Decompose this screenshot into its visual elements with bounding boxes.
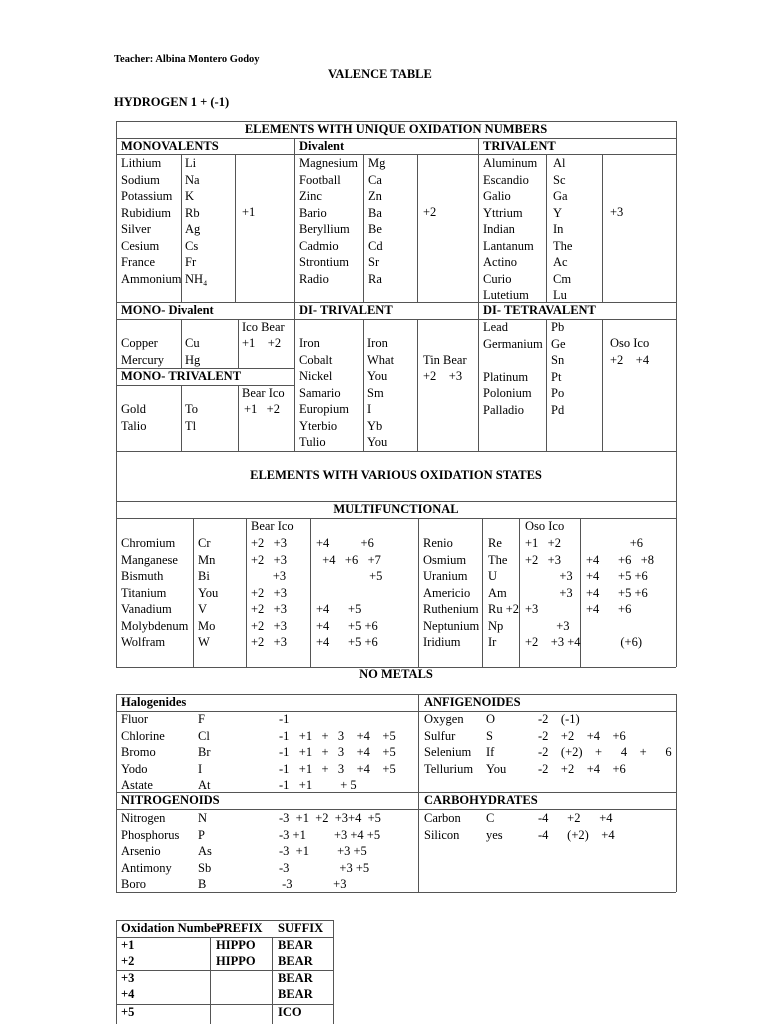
di-element-name: Strontium xyxy=(299,255,350,269)
di-trivalent-symbol: Yb xyxy=(367,418,383,433)
multi-element-values: +2 +3 xyxy=(251,585,287,600)
multi-element-name: Uranium xyxy=(423,569,468,583)
di-tetravalent-name: Palladio xyxy=(483,402,524,417)
multi-element-extra: +4 +5 xyxy=(316,602,362,616)
di-tetravalent-heading: DI- TETRAVALENT xyxy=(483,303,596,317)
multi-element-values: +2 +3 xyxy=(251,618,287,633)
prefix-table-cell: ICO xyxy=(278,1005,302,1019)
di-trivalent-name: Samario xyxy=(299,385,341,400)
multi-element-values: +2 +3 xyxy=(251,552,287,567)
mono-trivalent-symbol: To xyxy=(185,402,199,416)
mono-element-name: Sodium xyxy=(121,172,160,187)
multifunctional-heading: MULTIFUNCTIONAL xyxy=(333,502,459,516)
tri-element-symbol: The xyxy=(553,238,573,253)
multi-element-symbol: The xyxy=(488,552,508,567)
di-tetravalent-symbol: Pd xyxy=(551,402,565,417)
tri-element-name: Lutetium xyxy=(483,288,529,302)
di-element-symbol: Ca xyxy=(368,172,382,187)
di-element-name: Cadmio xyxy=(299,238,339,253)
multi-left-suffix: Bear Ico xyxy=(251,519,294,533)
tri-element-name: Curio xyxy=(483,271,512,286)
prefix-table-cell: BEAR xyxy=(278,938,313,952)
mono-element-name: France xyxy=(121,255,156,269)
prefix-table-header: SUFFIX xyxy=(278,921,324,935)
nonmetal-name: Phosphorus xyxy=(121,827,180,842)
nonmetal-name: Bromo xyxy=(121,745,156,759)
di-element-symbol: Ba xyxy=(368,205,382,220)
monovalents-heading: MONOVALENTS xyxy=(121,139,219,153)
di-trivalent-name: Cobalt xyxy=(299,352,333,367)
nonmetal-symbol: F xyxy=(198,712,205,726)
nonmetal-values: -2 +2 +4 +6 xyxy=(538,761,626,776)
prefix-table-cell: HIPPO xyxy=(216,954,256,968)
multi-element-extra: +4 +6 +7 xyxy=(316,552,381,567)
multi-element-name: Ruthenium xyxy=(423,602,479,616)
document-title: VALENCE TABLE xyxy=(328,67,432,81)
nonmetal-values: -2 (-1) xyxy=(538,712,580,726)
multi-element-name: Bismuth xyxy=(121,569,164,583)
mono-element-symbol: Rb xyxy=(185,205,200,220)
multi-element-values: +1 +2 xyxy=(525,536,561,550)
tri-element-name: Escandio xyxy=(483,172,529,187)
di-tetravalent-name: Lead xyxy=(483,320,508,334)
mono-divalent-symbol: Hg xyxy=(185,352,201,367)
multi-element-extra: +4 +6 +8 xyxy=(586,552,655,567)
tri-element-symbol: Al xyxy=(553,156,566,170)
nonmetal-name: Oxygen xyxy=(424,712,464,726)
di-tetravalent-symbol: Ge xyxy=(551,336,566,351)
mono-element-symbol: Na xyxy=(185,172,200,187)
nitrogenoids-heading: NITROGENOIDS xyxy=(121,793,220,807)
mono-trivalent-heading: MONO- TRIVALENT xyxy=(121,369,242,383)
di-trivalent-name: Iron xyxy=(299,336,320,350)
mono-divalent-name: Copper xyxy=(121,336,158,350)
nonmetal-name: Silicon xyxy=(424,827,460,842)
mono-divalent-suffix: Ico Bear xyxy=(242,320,285,334)
nonmetal-symbol: As xyxy=(198,844,212,858)
nonmetal-values: -1 +1 + 3 +4 +5 xyxy=(279,728,396,743)
multi-element-symbol: Ru +2 xyxy=(488,602,520,616)
nonmetal-name: Yodo xyxy=(121,761,148,776)
di-tetravalent-name: Germanium xyxy=(483,336,543,351)
multi-element-symbol: U xyxy=(488,569,498,583)
nonmetal-name: Arsenio xyxy=(121,844,161,858)
nonmetal-symbol: At xyxy=(198,778,211,792)
nonmetal-name: Fluor xyxy=(121,712,149,726)
tri-element-name: Aluminum xyxy=(483,156,538,170)
multi-element-symbol: Mo xyxy=(198,618,216,633)
di-trivalent-symbol: I xyxy=(367,402,372,416)
nonmetal-values: -1 xyxy=(279,712,290,726)
mono-element-symbol: K xyxy=(185,189,195,203)
di-trivalent-symbol: Iron xyxy=(367,336,388,350)
di-tetravalent-symbol: Po xyxy=(551,386,565,400)
prefix-table-cell: HIPPO xyxy=(216,938,256,952)
multi-element-symbol: Ir xyxy=(488,635,497,649)
nonmetal-values: -1 +1 + 3 +4 +5 xyxy=(279,761,396,776)
multi-element-symbol: W xyxy=(198,635,210,649)
nonmetal-symbol: B xyxy=(198,877,207,891)
nonmetal-symbol: N xyxy=(198,811,208,825)
nonmetal-values: -1 +1 + 3 +4 +5 xyxy=(279,745,396,759)
prefix-table-cell: +2 xyxy=(121,954,135,968)
di-element-name: Zinc xyxy=(299,189,322,203)
mono-trivalent-name: Gold xyxy=(121,402,146,416)
di-tetravalent-name: Platinum xyxy=(483,369,529,384)
tri-element-symbol: Cm xyxy=(553,271,572,286)
tri-element-name: Indian xyxy=(483,222,515,236)
multi-element-values: +3 xyxy=(525,569,573,583)
tri-element-symbol: Ac xyxy=(553,255,568,269)
halogenides-heading: Halogenides xyxy=(121,695,187,709)
di-trivalent-name: Nickel xyxy=(299,369,333,383)
carbohydrates-heading: CARBOHYDRATES xyxy=(424,793,538,807)
divalent-heading: Divalent xyxy=(299,139,345,153)
multi-element-values: +2 +3 +4 xyxy=(525,635,581,649)
multi-right-suffix: Oso Ico xyxy=(525,519,565,533)
multi-element-symbol: Np xyxy=(488,618,504,633)
nonmetal-symbol: I xyxy=(198,761,203,776)
prefix-table-cell: +3 xyxy=(121,971,135,985)
nonmetal-symbol: Sb xyxy=(198,860,212,875)
anfigenoides-heading: ANFIGENOIDES xyxy=(424,695,521,709)
di-element-name: Magnesium xyxy=(299,156,359,170)
di-tetravalent-symbol: Pt xyxy=(551,369,562,384)
multi-element-extra: +4 +5 +6 xyxy=(586,569,648,583)
teacher-line: Teacher: Albina Montero Godoy xyxy=(114,54,260,65)
multi-element-name: Renio xyxy=(423,536,453,550)
nonmetal-symbol: You xyxy=(486,761,507,776)
multi-element-values: +3 xyxy=(251,569,287,583)
tri-element-name: Actino xyxy=(483,255,518,269)
mono-divalent-values: +1 +2 xyxy=(242,336,282,350)
mono-trivalent-symbol: Tl xyxy=(185,418,197,433)
mono-element-symbol: Li xyxy=(185,156,197,170)
di-tetravalent-values: +2 +4 xyxy=(610,353,650,367)
nonmetal-name: Selenium xyxy=(424,745,472,759)
nonmetal-values: -2 (+2) + 4 + 6 xyxy=(538,745,672,759)
unique-table-title: ELEMENTS WITH UNIQUE OXIDATION NUMBERS xyxy=(244,122,548,136)
nonmetal-name: Nitrogen xyxy=(121,811,166,825)
multi-element-extra: +4 +5 +6 xyxy=(586,585,648,600)
nonmetal-symbol: O xyxy=(486,712,496,726)
prefix-table-cell: BEAR xyxy=(278,954,313,968)
tri-element-name: Galio xyxy=(483,189,511,203)
di-element-name: Bario xyxy=(299,205,327,220)
mono-element-name: Potassium xyxy=(121,189,173,203)
prefix-table-cell: +5 xyxy=(121,1005,135,1019)
di-element-symbol: Cd xyxy=(368,238,383,253)
multi-element-name: Osmium xyxy=(423,552,467,567)
di-element-symbol: Be xyxy=(368,222,382,236)
nonmetal-name: Chlorine xyxy=(121,728,165,743)
nonmetal-values: -3 +3 +5 xyxy=(279,860,370,875)
various-table-title: ELEMENTS WITH VARIOUS OXIDATION STATES xyxy=(250,468,542,482)
prefix-table-cell: +4 xyxy=(121,987,135,1001)
nonmetal-symbol: yes xyxy=(486,827,503,842)
mono-divalent-heading: MONO- Divalent xyxy=(121,303,214,317)
mono-trivalent-name: Talio xyxy=(121,418,147,433)
di-tetravalent-name: Polonium xyxy=(483,386,532,400)
multi-element-values: +2 +3 xyxy=(251,536,287,550)
multi-element-name: Wolfram xyxy=(121,635,166,649)
nonmetal-name: Astate xyxy=(121,778,153,792)
mono-element-name: Lithium xyxy=(121,156,162,170)
mono-element-name: Rubidium xyxy=(121,205,172,220)
di-trivalent-name: Tulio xyxy=(299,435,326,449)
di-element-symbol: Mg xyxy=(368,156,386,170)
multi-element-symbol: Am xyxy=(488,585,507,600)
multi-element-values: +3 xyxy=(525,602,539,616)
nonmetal-values: -3 +1 +3 +5 xyxy=(279,844,367,858)
di-element-symbol: Zn xyxy=(368,189,382,203)
prefix-table-cell: +1 xyxy=(121,938,135,952)
nonmetal-name: Carbon xyxy=(424,811,461,825)
di-trivalent-symbol: What xyxy=(367,352,395,367)
nonmetal-symbol: C xyxy=(486,811,495,825)
di-trivalent-symbol: You xyxy=(367,435,388,449)
multi-element-name: Titanium xyxy=(121,585,167,600)
multi-element-values: +3 xyxy=(525,618,570,633)
di-trivalent-symbol: Sm xyxy=(367,385,384,400)
multi-element-symbol: Cr xyxy=(198,536,211,550)
mono-divalent-symbol: Cu xyxy=(185,336,200,350)
tri-element-symbol: Y xyxy=(553,205,563,220)
mono-element-name: Cesium xyxy=(121,238,160,253)
mono-element-symbol: NH₄ xyxy=(185,271,208,286)
multi-element-extra: +4 +5 +6 xyxy=(316,618,378,633)
nonmetal-symbol: If xyxy=(486,745,495,759)
di-element-symbol: Sr xyxy=(368,255,380,269)
multi-element-values: +2 +3 xyxy=(251,602,287,616)
nonmetal-name: Antimony xyxy=(121,860,172,875)
mono-element-symbol: Ag xyxy=(185,222,201,236)
multi-element-name: Neptunium xyxy=(423,618,480,633)
mono-divalent-name: Mercury xyxy=(121,352,165,367)
multi-element-extra: +4 +5 +6 xyxy=(316,635,378,649)
mono-element-name: Silver xyxy=(121,222,151,236)
di-tetravalent-suffix: Oso Ico xyxy=(610,336,650,350)
multi-element-extra: (+6) xyxy=(586,635,642,649)
multi-element-symbol: Re xyxy=(488,536,502,550)
multi-element-name: Molybdenum xyxy=(121,618,189,633)
no-metals-title: NO METALS xyxy=(359,667,433,681)
tri-element-name: Lantanum xyxy=(483,238,534,253)
nonmetal-name: Sulfur xyxy=(424,728,456,743)
tri-element-symbol: In xyxy=(553,222,564,236)
prefix-table-cell: BEAR xyxy=(278,987,313,1001)
multi-element-values: +3 xyxy=(525,585,573,600)
di-trivalent-name: Yterbio xyxy=(299,418,338,433)
nonmetal-values: -3 +1 +2 +3+4 +5 xyxy=(279,811,381,825)
nonmetal-symbol: S xyxy=(486,728,493,743)
tri-element-symbol: Lu xyxy=(553,288,567,302)
multi-element-extra: +4 +6 xyxy=(316,536,374,550)
nonmetal-values: -4 (+2) +4 xyxy=(538,827,615,842)
multi-element-extra: +5 xyxy=(316,569,383,583)
di-trivalent-heading: DI- TRIVALENT xyxy=(299,303,393,317)
tri-element-symbol: Ga xyxy=(553,189,568,203)
di-trivalent-suffix: Tin Bear xyxy=(423,353,467,367)
multi-element-symbol: V xyxy=(198,602,208,616)
nonmetal-values: -1 +1 + 5 xyxy=(279,778,357,792)
mono-trivalent-suffix: Bear Ico xyxy=(242,386,285,400)
di-trivalent-values: +2 +3 xyxy=(423,369,463,383)
mono-trivalent-values: +1 +2 xyxy=(244,402,280,416)
nonmetal-symbol: Cl xyxy=(198,728,210,743)
multi-element-values: +2 +3 xyxy=(525,552,561,567)
di-tetravalent-symbol: Pb xyxy=(551,320,565,334)
trivalent-heading: TRIVALENT xyxy=(483,139,556,153)
mono-element-symbol: Fr xyxy=(185,255,197,269)
multi-element-name: Vanadium xyxy=(121,602,172,616)
monovalent-valence: +1 xyxy=(242,205,256,219)
nonmetal-values: -2 +2 +4 +6 xyxy=(538,728,626,743)
mono-element-name: Ammonium xyxy=(121,271,182,286)
di-trivalent-name: Europium xyxy=(299,402,349,416)
di-tetravalent-symbol: Sn xyxy=(551,353,565,367)
nonmetal-symbol: Br xyxy=(198,745,211,759)
hydrogen-line: HYDROGEN 1 + (-1) xyxy=(114,95,230,109)
multi-element-extra: +6 xyxy=(586,536,644,550)
prefix-table-header: PREFIX xyxy=(216,921,263,935)
multi-element-extra: +4 +6 xyxy=(586,602,632,616)
prefix-table-header: Oxidation Number xyxy=(121,921,223,935)
nonmetal-name: Tellurium xyxy=(424,761,474,776)
di-element-name: Football xyxy=(299,172,341,187)
nonmetal-values: -3 +3 xyxy=(279,877,347,891)
multi-element-name: Iridium xyxy=(423,635,461,649)
multi-element-name: Manganese xyxy=(121,552,178,567)
prefix-table-cell: BEAR xyxy=(278,971,313,985)
di-trivalent-symbol: You xyxy=(367,369,388,383)
tri-element-symbol: Sc xyxy=(553,172,566,187)
tri-element-name: Yttrium xyxy=(483,205,523,220)
nonmetal-symbol: P xyxy=(198,827,205,842)
divalent-valence: +2 xyxy=(423,205,437,219)
nonmetal-name: Boro xyxy=(121,877,146,891)
di-element-name: Radio xyxy=(299,271,329,286)
multi-element-symbol: Mn xyxy=(198,552,216,567)
di-element-name: Beryllium xyxy=(299,222,350,236)
di-element-symbol: Ra xyxy=(368,271,382,286)
multi-element-name: Americio xyxy=(423,585,471,600)
multi-element-name: Chromium xyxy=(121,536,176,550)
trivalent-valence: +3 xyxy=(610,205,624,219)
nonmetal-values: -3 +1 +3 +4 +5 xyxy=(279,827,381,842)
multi-element-symbol: You xyxy=(198,585,219,600)
multi-element-values: +2 +3 xyxy=(251,635,287,649)
nonmetal-values: -4 +2 +4 xyxy=(538,811,613,825)
multi-element-symbol: Bi xyxy=(198,569,210,583)
mono-element-symbol: Cs xyxy=(185,238,199,253)
